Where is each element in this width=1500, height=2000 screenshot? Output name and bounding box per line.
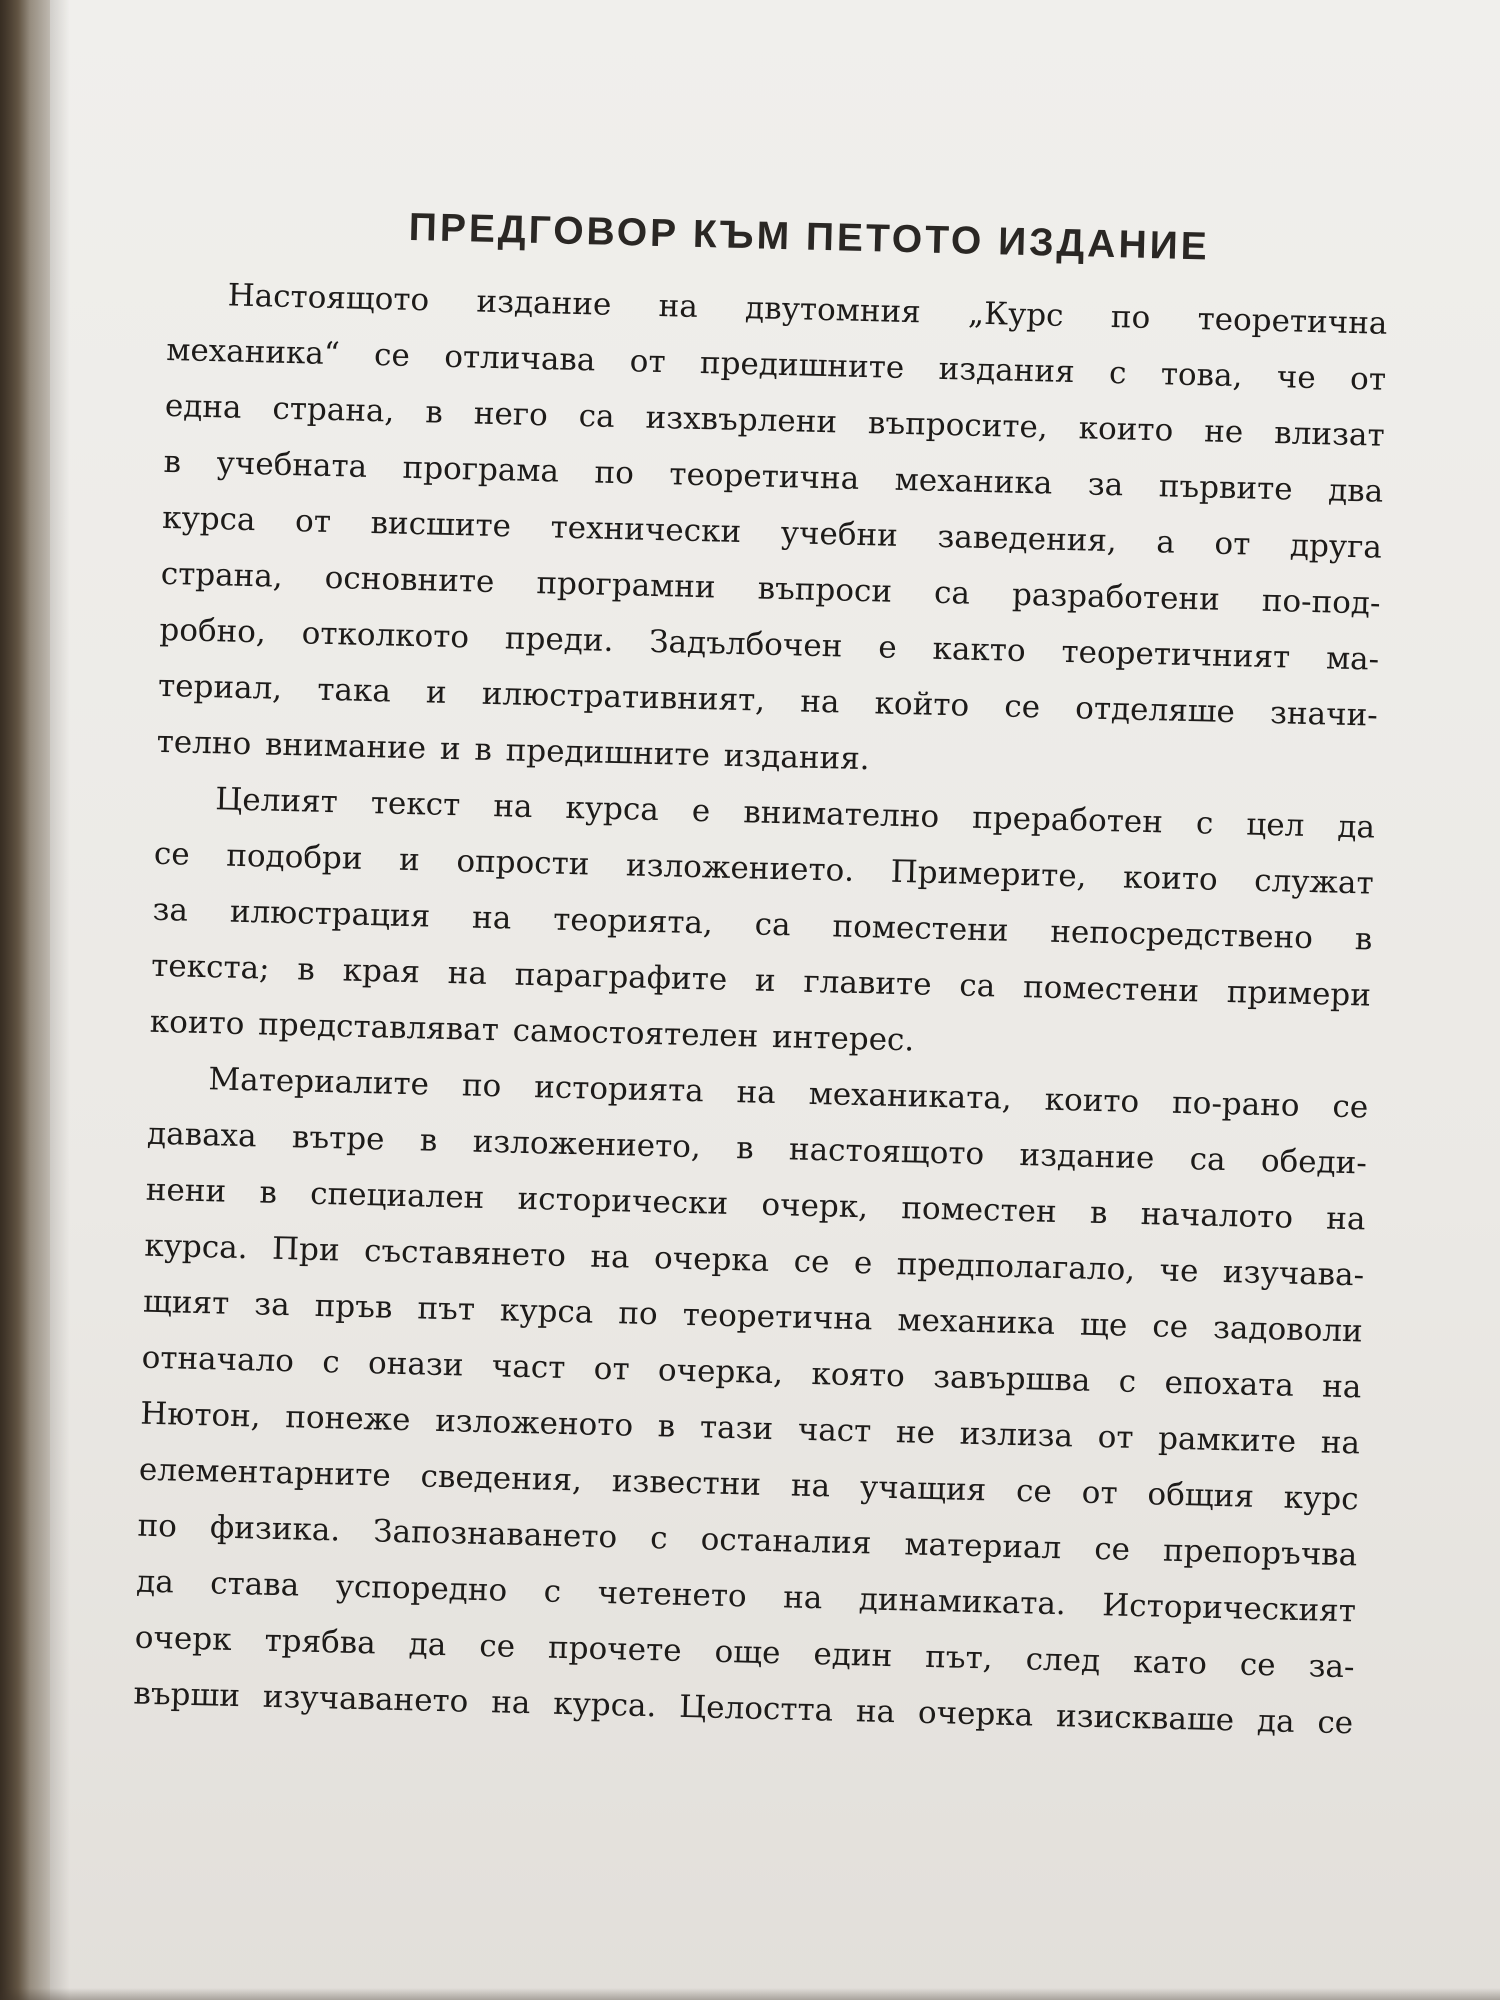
page-text-block	[133, 200, 1390, 1751]
text-line: за илюстрация на теорията, са поместени непосредствено в	[152, 891, 1373, 958]
text-line: отначало с онази част от очерка, която завършва с епохата на	[141, 1339, 1362, 1406]
text-line: Настоящото издание на двутомния „Курс по теоретична	[227, 277, 1388, 342]
text-line: телно внимание и в предишните издания.	[156, 723, 871, 778]
text-line: по физика. Запознаването с останалия материал се препоръчва	[137, 1507, 1358, 1574]
text-line: Нютон, понеже изложеното в тази част не излиза от рамките на	[139, 1395, 1361, 1462]
text-line: даваха вътре в изложението, в настоящото издание са обеди-	[146, 1115, 1368, 1182]
text-line: една страна, в него са изхвърлени въпросите, които не влизат	[164, 387, 1386, 454]
text-line: се подобри и опрости изложението. Примерите, които служат	[153, 835, 1375, 902]
text-line: курса от висшите технически учебни заведения, а от друга	[161, 499, 1383, 566]
paragraph-1	[156, 266, 1388, 800]
paragraph-2	[149, 770, 1375, 1080]
text-line: страна, основните програмни въпроси са разработени по-под-	[160, 555, 1381, 622]
text-line: очерк трябва да се прочете още един път, след като се за-	[134, 1619, 1355, 1686]
text-line: Материалите по историята на механиката, които по-рано се	[208, 1061, 1369, 1126]
page-bottom-edge	[0, 1988, 1500, 2000]
text-line: нени в специален исторически очерк, поместен в началото на	[145, 1171, 1366, 1238]
paragraph-3	[133, 1050, 1369, 1752]
text-line: елементарните сведения, известни на учащия се от общия курс	[138, 1451, 1360, 1518]
text-line: робно, отколкото преди. Задълбочен е както теоретичният ма-	[159, 611, 1380, 678]
text-line: механика“ се отличава от предишните издания с това, че от	[165, 331, 1387, 398]
text-line: върши изучаването на курса. Целостта на очерка изискваше да се	[133, 1675, 1354, 1742]
text-line: курса. При съставянето на очерка се е предполагало, че изучава-	[144, 1227, 1365, 1294]
text-line: да става успоредно с четенето на динамиката. Историческият	[135, 1563, 1357, 1630]
text-line: текста; в края на параграфите и главите са поместени примери	[150, 947, 1372, 1014]
text-line: щият за пръв път курса по теоретична механика ще се задоволи	[142, 1283, 1364, 1350]
book-spine-shadow	[0, 0, 70, 2000]
text-line: които представляват самостоятелен интерес.	[149, 1003, 915, 1059]
text-line: Целият текст на курса е внимателно преработен с цел да	[214, 781, 1376, 846]
text-line: териал, така и илюстративният, на който се отделяше значи-	[157, 667, 1379, 734]
page-title: ПРЕДГОВОР КЪМ ПЕТОТО ИЗДАНИЕ	[408, 205, 1211, 269]
text-line: в учебната програма по теоретична механика за първите два	[163, 443, 1384, 510]
